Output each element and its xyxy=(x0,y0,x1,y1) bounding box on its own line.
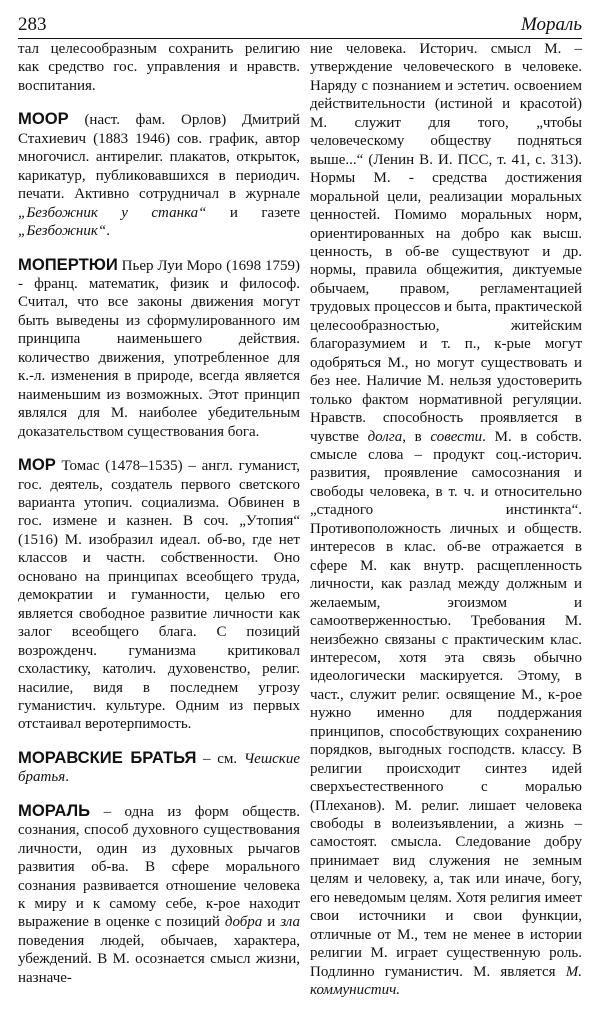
entry-moravian-brethren xyxy=(18,749,300,787)
entry-moral-text-2: и xyxy=(262,914,281,931)
entry-moral-text-1: – одна из форм обществ. сознания, способ духовного существования личности, один из духовных рычагов развития об-ва. В сфере морального сознания развивается отношение человека к миру и к самому себе, к-рое находит выражение в оценке с позиций xyxy=(18,803,300,931)
entry-moral-continuation xyxy=(310,40,582,1000)
moral-cont-text-3: . М. в собств. смысле слова – продукт соц.-историч. развития, проявление самосознания и свободы человека, в т. ч. и относительно „стадного инстинкта“. Противоположность личных и обществ. интересов в клас. об-ве отражается в сфере М. как внутр. расщепленность личности, как разлад между должным и желаемым, эгоизмом и самоотверженностью. Требования М. неизбежно связаны с практическим клас. интересом, хотя эта связь обычно идеологически маскируется. Этому, в част., служит религ. освящение М., к-рое нужно именно для поддержания принципов, способствующих сохранению порядков, выгодных господств. классу. В религии происходит синтез идей сверхъестественного с моралью (Плеханов). М. религ. лишает человека свободы в волеизъявлении, а жизнь – самостоят. смысла. Следование добру принимает вид служения не земным целям и человеку, а, так или иначе, богу, его неведомым целям. Хотя религия имеет свои источники и свои функции, отличные от М., тем не менее в истории религии М. играет существенную роль. Подлинно гуманистич. М. является xyxy=(310,428,582,980)
term-conscience: совести xyxy=(430,428,483,445)
journal-title: „Безбожник у станка“ xyxy=(18,204,207,221)
right-column xyxy=(310,40,582,1000)
entry-moor xyxy=(18,110,300,240)
entry-maupertuis xyxy=(18,256,300,442)
headword-moravian-brethren: МОРАВСКИЕ БРАТЬЯ xyxy=(18,747,197,767)
term-duty: долга xyxy=(367,428,403,445)
term-evil: зла xyxy=(280,914,300,931)
entry-maupertuis-text: Пьер Луи Моро (1698 1759) - франц. математик, физик и философ. Считал, что все законы движения могут быть выведены из сформулированного им принципа наименьшего действия. количество движения, употребленное для к.-л. изменения в природе, всегда является наименьшим из возможных. Этот принцип являлся для М. наиболее убедительным доказательством существования бога. xyxy=(18,257,300,440)
entry-moral-text-3: поведения людей, обычаев, характера, убеждений. В М. осознается смысл жизни, назначе- xyxy=(18,932,300,986)
headword-more: МОР xyxy=(18,455,56,475)
entry-moravian-text-1: – см. xyxy=(196,750,244,767)
cross-reference-czech-brethren: Чешские братья xyxy=(18,750,300,786)
entry-moral xyxy=(18,802,300,988)
newspaper-title: „Безбожник“ xyxy=(18,223,107,240)
headword-moor: МООР xyxy=(18,109,69,129)
left-column xyxy=(18,40,300,987)
running-head: Мораль xyxy=(521,14,582,35)
entry-more-text: Томас (1478–1535) – англ. гуманист, гос. деятель, создатель первого светского варианта утопич. социализма. Обвинен в гос. измене и казнен. В соч. „Утопия“ (1516) М. изобразил идеал. об-во, где нет классов и частн. собственности. Оно основано на принципах всеобщего труда, демократии и гуманности, целью его является свободное развитие личности как залог всеобщего блага. С позиций возрожденч. гуманизма критиковал схоластику, католич. духовенство, религ. насилие, видя в последнем угрозу гуманистич. культуре. Одним из первых отстаивал веротерпимость. xyxy=(18,458,300,733)
headword-moral: МОРАЛЬ xyxy=(18,800,91,820)
headword-maupertuis: МОПЕРТЮИ xyxy=(18,254,118,274)
entry-moor-text-3: . xyxy=(106,223,110,240)
entry-moor-text-2: и газете xyxy=(206,204,300,221)
cross-reference-communist-morality: М. коммунистич. xyxy=(310,963,582,999)
moral-cont-text-2: , в xyxy=(402,428,431,445)
page-number: 283 xyxy=(18,14,47,35)
header-rule xyxy=(18,38,582,39)
page-header xyxy=(18,8,582,38)
entry-more xyxy=(18,456,300,734)
term-good: добра xyxy=(224,914,263,931)
moral-cont-text-1: ние человека. Историч. смысл М. – утверждение человеческого в человеке. Наряду с познанием и эстетич. освоением действительности (истиной и красотой) М. служит для того, „чтобы человеческому обществу подняться выше...“ (Ленин В. И. ПСС, т. 41, с. 313). Нормы М. - средства достижения моральной цели, реализации моральных ценностей. Помимо моральных норм, ориентированных на добро как высш. ценность, в об-ве существуют и др. нормы, правила общежития, диктуемые обычаем, правом, регламентацией трудовых процессов и быта, практической целесообразностью, житейским благоразумием и т. п., к-рые могут одобряться М., но могут существовать и без нее. Наличие М. нельзя удостоверить только фактом нормативной регуляции. Нравств. способность проявляется в чувстве xyxy=(310,41,582,445)
entry-moor-text-1: (наст. фам. Орлов) Дмитрий Стахиевич (1883 1946) сов. график, автор многочисл. антирелиг. плакатов, открыток, карикатур, публиковавшихся в периодич. печати. Активно сотрудничал в журнале xyxy=(18,112,300,203)
continuation-text: тал целесообразным сохранить религию как средство гос. управления и нравств. воспитания. xyxy=(18,41,300,94)
entry-moravian-text-2: . xyxy=(65,769,69,786)
